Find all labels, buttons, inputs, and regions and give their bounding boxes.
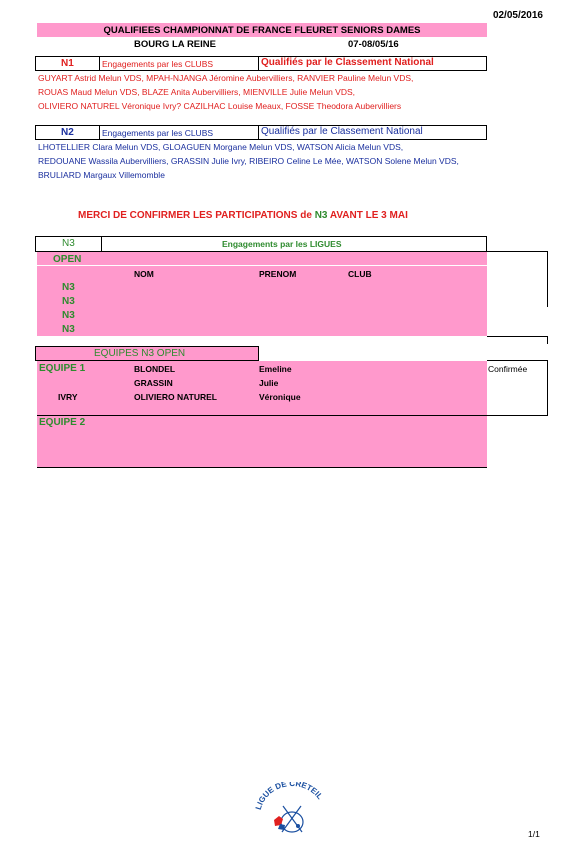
notice-part-1: MERCI DE CONFIRMER LES PARTICIPATIONS de [78,210,315,221]
n2-clubs-label: Engagements par les CLUBS [102,128,214,138]
competition-location: BOURG LA REINE [134,39,216,50]
n1-national-label: Qualifiés par le Classement National [261,57,434,68]
column-header-club: CLUB [348,269,372,279]
title-text: QUALIFIEES CHAMPIONNAT DE FRANCE FLEURET SENIORS DAMES [103,24,421,36]
document-title [37,23,487,37]
competition-dates: 07-08/05/16 [348,39,399,50]
n1-qualified-line-2: ROUAS Maud Melun VDS, BLAZE Anita Aubervilliers, MIENVILLE Julie Melun VDS, [38,87,355,97]
team1-label: EQUIPE 1 [39,363,86,374]
n3-code: N3 [62,238,75,249]
team1-member-prenom: Véronique [259,392,301,402]
ligue-creteil-logo [252,782,332,834]
logo-text: LIGUE DE CRETEIL [253,782,325,811]
team1-status: Confirmée [488,364,528,374]
teams-header-text: EQUIPES N3 OPEN [94,348,186,359]
notice-part-2: AVANT LE 3 MAI [327,210,408,221]
notice-code: N3 [314,210,328,221]
team2-background [37,416,487,467]
team1-member-nom: GRASSIN [134,378,173,388]
n2-qualified-line-1: LHOTELLIER Clara Melun VDS, GLOAGUEN Morgane Melun VDS, WATSON Alicia Melun VDS, [38,142,404,152]
team1-member-nom: OLIVIERO NATUREL [134,392,217,402]
n1-clubs-label: Engagements par les CLUBS [102,59,214,69]
n2-code: N2 [61,127,74,138]
n3-open-label: OPEN [53,254,82,265]
n3-row-label: N3 [62,310,75,321]
n3-row-label: N3 [62,282,75,293]
column-header-nom: NOM [134,269,154,279]
teams-header-label [94,348,185,359]
logo-icon [252,782,332,834]
n2-qualified-line-3: BRULIARD Margaux Villemomble [38,170,165,180]
column-header-prenom: PRENOM [259,269,297,279]
team1-member-nom: BLONDEL [134,364,176,374]
n2-national-label: Qualifiés par le Classement National [261,126,423,137]
team2-label: EQUIPE 2 [39,417,86,428]
team1-member-prenom: Emeline [259,364,292,374]
confirmation-notice [78,210,408,221]
team1-member-prenom: Julie [259,378,279,388]
n1-qualified-line-3: OLIVIERO NATUREL Véronique Ivry? CAZILHAC Louise Meaux, FOSSE Theodora Aubervilliers [38,101,402,111]
team1-club: IVRY [58,392,78,402]
n3-leagues-label: Engagements par les LIGUES [222,239,342,249]
page-number: 1/1 [528,829,540,839]
n3-row-label: N3 [62,296,75,307]
n1-qualified-line-1: GUYART Astrid Melun VDS, MPAH-NJANGA Jéromine Aubervilliers, RANVIER Pauline Melun VDS, [38,73,414,83]
n3-row-label: N3 [62,324,75,335]
n1-code: N1 [61,58,74,69]
n2-qualified-line-2: REDOUANE Wassila Aubervilliers, GRASSIN Julie Ivry, RIBEIRO Celine Le Mée, WATSON Solene Melun VDS, [38,156,459,166]
document-date: 02/05/2016 [492,10,543,21]
svg-text:LIGUE DE CRETEIL [254,782,325,811]
